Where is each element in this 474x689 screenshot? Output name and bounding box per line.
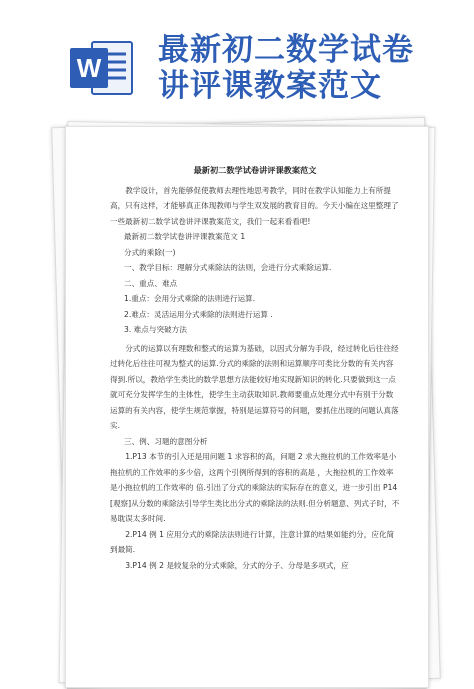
document-page (65, 126, 429, 688)
doc-line-3: 一、教学目标：理解分式乘除法的法则，会进行分式乘除运算. (124, 263, 332, 272)
doc-line-5: 1.重点：会用分式乘除的法则进行运算. (124, 294, 256, 303)
example-paragraph-3: 3.P14 例 2 是较复杂的分式乘除，分式的分子、分母是多项式，应 (125, 560, 349, 570)
doc-line-4: 二、重点、难点 (124, 278, 178, 288)
banner-title-line-1: 最新初二数学试卷 (158, 32, 414, 68)
example-paragraph-2: 2.P14 例 1 应用分式的乘除法法则进行计算，注意计算的结果如能约分，应化简到最简. (110, 529, 395, 554)
document-content (110, 163, 400, 573)
doc-line-2: 分式的乘除(一) (124, 247, 176, 257)
document-title: 最新初二数学试卷讲评课教案范文 (193, 165, 317, 175)
word-logo-letter: W (76, 53, 102, 83)
section-3-heading: 三、例、习题的意图分析 (124, 436, 208, 446)
banner-title-line-2: 讲评课教案范文 (158, 68, 382, 104)
doc-line-6: 2.难点：灵活运用分式乘除的法则进行运算 . (124, 309, 273, 319)
banner-title (158, 32, 414, 104)
document-preview (65, 126, 427, 669)
doc-line-7: 3. 难点与突破方法 (124, 325, 187, 334)
banner-header (0, 0, 474, 125)
word-document-icon (68, 38, 134, 98)
intro-paragraph: 教学设计，首先能够促使教师去理性地思考教学，同时在教学认知能力上有所提高，只有这样，才能够真正体现教师与学生双发展的教育目的。今天小编在这里整理了一些最新初二数学试卷讲评课教案范文，我们一起来看看吧! (110, 185, 399, 226)
doc-line-1: 最新初二数学试卷讲评课教案范文 1 (124, 232, 246, 241)
example-paragraph-1: 1.P13 本节的引入还是用问题 1 求容积的高，问题 2 求大拖拉机的工作效率是小拖拉机的工作效率的多少倍，这两个引例所得到的容积的高是 ，大拖拉机的工作效率是小拖拉机的工作效率的 倍.引出了分式的乘除法的实际存在的意义，进一步引出 P14[观察]从分数的乘除法引导学生类比出分式的乘除法的法则.但分析题意、列式子时，不易耽误太多时间. (110, 452, 400, 523)
analysis-paragraph: 分式的运算以有理数和整式的运算为基础，以因式分解为手段，经过转化后往往经过转化后往往可视为整式的运算.分式的乘除的法则和运算顺序可类比分数的有关内容得到.所以，教给学生类比的数学思想方法能较好地实现新知识的转化.只要做到这一点就可充分发挥学生的主体性，使学生主动获取知识.教师要重点处理分式中有别于分数运算的有关内容，使学生规范掌握，特别是运算符号的问题，要抓住出现的问题认真落实. (110, 343, 399, 430)
